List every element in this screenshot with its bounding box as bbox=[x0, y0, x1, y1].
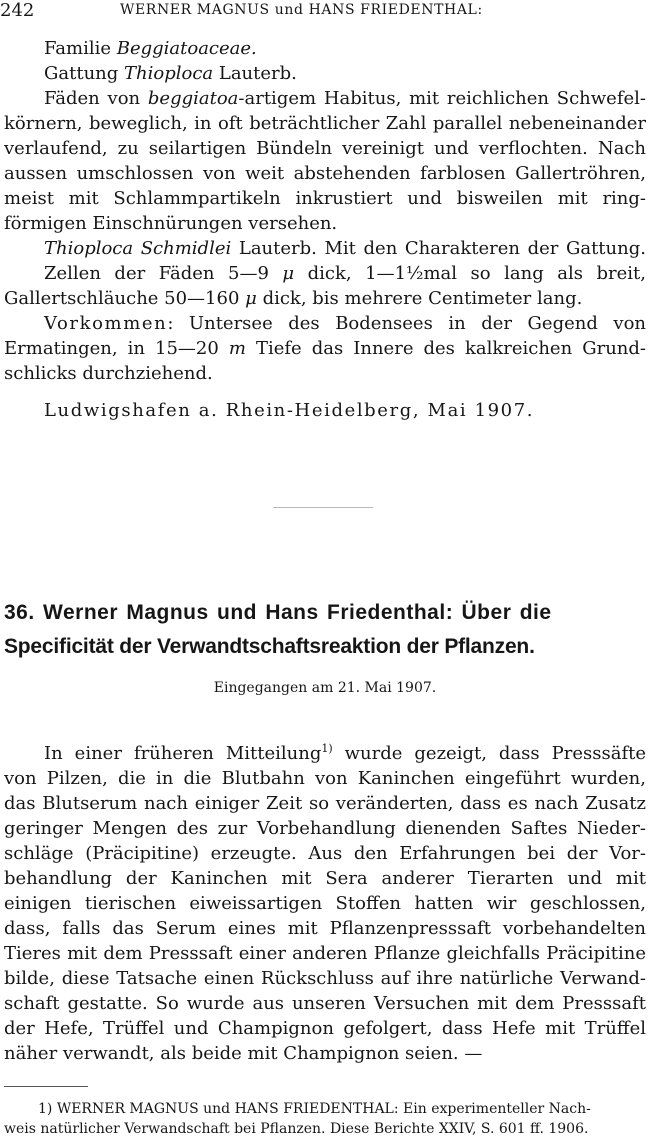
body-line: schläge (Präcipitine) erzeugte. Aus den Erfahrungen bei der Vor- bbox=[4, 843, 646, 864]
body-line: das Blutserum nach einiger Zeit so veränderten, dass es nach Zusatz bbox=[4, 793, 646, 814]
species-name: Thioploca Schmidlei bbox=[44, 238, 232, 259]
family-name: Beggiatoaceae. bbox=[116, 38, 257, 59]
family-line: Familie Beggiatoaceae. bbox=[44, 38, 257, 59]
body-line: näher verwandt, als beide mit Champignon seien. — bbox=[4, 1043, 483, 1064]
page-number: 242 bbox=[0, 0, 35, 21]
article-title-line: Specificität der Verwandtschaftsreaktion der Pflanzen. bbox=[4, 635, 535, 658]
body-line: In einer früheren Mitteilung$^{1)}$ wurde gezeigt, dass Presssäfte bbox=[44, 742, 646, 764]
received-date: Eingegangen am 21. Mai 1907. bbox=[213, 680, 437, 696]
genus-name: Thioploca bbox=[124, 63, 214, 84]
page-header bbox=[0, 0, 650, 20]
signoff: Ludwigshafen a. Rhein-Heidelberg, Mai 1907. bbox=[44, 400, 535, 421]
description-line: aussen umschlossen von weit abstehenden farblosen Gallertröhren, bbox=[4, 163, 646, 184]
occurrence-label: Vorkommen bbox=[44, 313, 168, 334]
description-line: verlaufend, zu seilartigen Bündeln vereinigt und verflochten. Nach bbox=[4, 138, 646, 159]
cell-size-line: Zellen der Fäden 5—9 μ dick, 1—1½mal so lang als breit, bbox=[44, 263, 646, 284]
body-line: der Hefe, Trüffel und Champignon gefolgert, dass Hefe mit Trüffel bbox=[4, 1018, 646, 1039]
body-line: einigen tierischen eiweissartigen Stoffen hatten wir geschlossen, bbox=[4, 893, 646, 914]
cell-size-line: Gallertschläuche 50—160 μ dick, bis mehrere Centimeter lang. bbox=[4, 288, 583, 309]
body-line: Tieres mit dem Presssaft einer anderen Pflanze gleichfalls Präcipitine bbox=[4, 943, 646, 964]
article-title-line: 36. Werner Magnus und Hans Friedenthal: Über die bbox=[4, 601, 552, 624]
description-line: Fäden von beggiatoa-artigem Habitus, mit reichlichen Schwefel- bbox=[44, 88, 646, 109]
body-line: geringer Mengen des zur Vorbehandlung dienenden Saftes Nieder- bbox=[4, 818, 646, 839]
body-line: behandlung der Kaninchen mit Sera anderer Tierarten und mit bbox=[4, 868, 646, 889]
footnote bbox=[4, 1099, 646, 1139]
footnote-line: weis natürlicher Verwandschaft bei Pflanzen. Diese Berichte XXIV, S. 601 ff. 1906. bbox=[4, 1121, 589, 1137]
body-line: bilde, diese Tatsache einen Rückschluss auf ihre natürliche Verwand- bbox=[4, 968, 646, 989]
article-title bbox=[4, 596, 646, 664]
species-line: Thioploca Schmidlei Lauterb. Mit den Charakteren der Gattung. bbox=[44, 238, 646, 259]
description-line: förmigen Einschnürungen versehen. bbox=[4, 213, 338, 234]
body-line: schaft gestatte. So wurde aus unseren Versuchen mit dem Presssaft bbox=[4, 993, 646, 1014]
occurrence-line: schlicks durchziehend. bbox=[4, 363, 213, 384]
article-body bbox=[4, 741, 646, 1066]
occurrence-line: Vorkommen: Untersee des Bodensees in der Gegend von bbox=[44, 313, 646, 334]
body-line: dass, falls das Serum eines mit Pflanzenpresssaft vorbehandelten bbox=[4, 918, 646, 939]
description-line: körnern, beweglich, in oft beträchtlicher Zahl parallel nebeneinander bbox=[4, 113, 646, 134]
taxonomy-section bbox=[4, 36, 646, 423]
running-head: WERNER MAGNUS und HANS FRIEDENTHAL: bbox=[120, 2, 483, 18]
section-separator bbox=[273, 507, 373, 508]
genus-line: Gattung Thioploca Lauterb. bbox=[44, 63, 297, 84]
footnote-ref: 1) bbox=[321, 742, 333, 755]
footnote-line: 1) WERNER MAGNUS und HANS FRIEDENTHAL: Ein experimenteller Nach- bbox=[38, 1101, 591, 1117]
footnote-rule bbox=[4, 1086, 88, 1087]
description-line: meist mit Schlammpartikeln inkrustiert und bisweilen mit ring- bbox=[4, 188, 646, 209]
occurrence-line: Ermatingen, in 15—20 m Tiefe das Innere des kalkreichen Grund- bbox=[4, 338, 646, 359]
body-line: von Pilzen, die in die Blutbahn von Kaninchen eingeführt wurden, bbox=[4, 768, 646, 789]
